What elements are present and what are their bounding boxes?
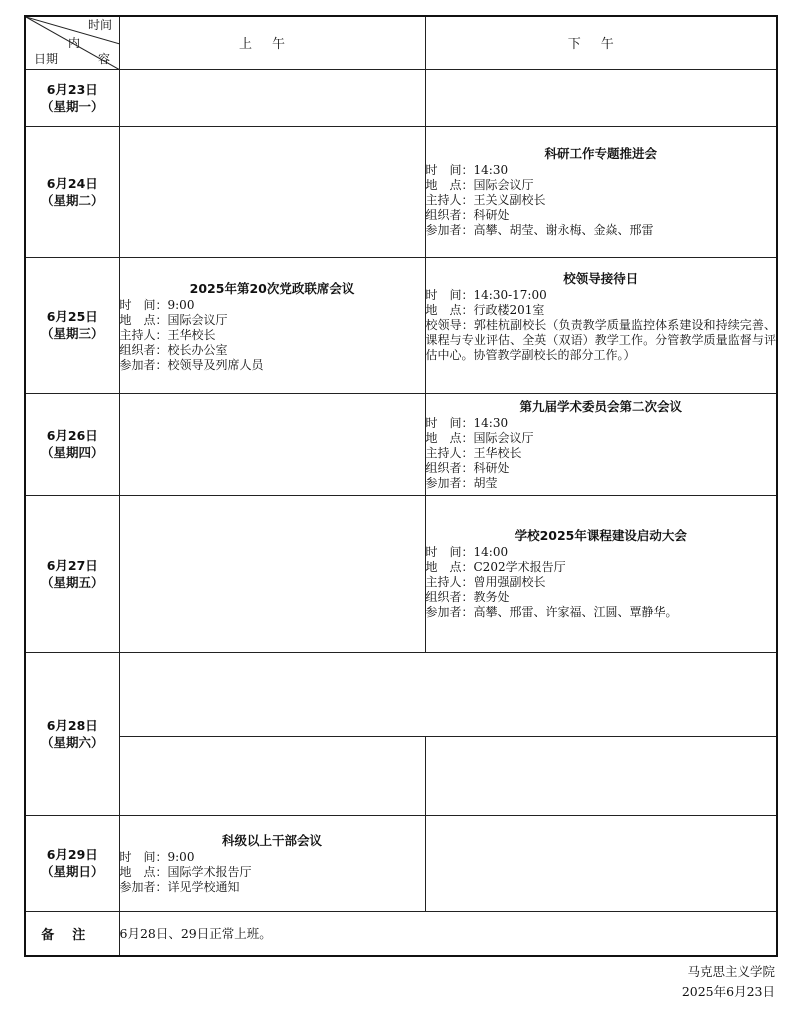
sat-pm-cell [425, 736, 777, 815]
event-title: 第九届学术委员会第二次会议 [519, 398, 682, 414]
corner-time-label: 时间 [88, 18, 113, 32]
remarks-label: 备注 [25, 911, 119, 956]
event-time: 时 间：14:30-17:00 [425, 287, 547, 302]
event-time: 时 间：14:30 [425, 415, 509, 430]
event-host: 主持人：王关义副校长 [425, 193, 546, 207]
weekday-label: （星期一） [40, 98, 104, 114]
morning-header: 上午 [119, 16, 425, 69]
date-label: 6月25日 [46, 309, 98, 324]
event-host: 主持人：王华校长 [119, 327, 216, 342]
event-participants: 参加者：高攀、胡莹、谢永梅、金焱、邢雷 [425, 223, 654, 237]
event-title: 2025年第20次党政联席会议 [189, 280, 355, 296]
date-cell-fri [25, 495, 119, 652]
event-location: 地 点：行政楼201室 [425, 302, 545, 317]
event-time: 时 间：9:00 [119, 849, 195, 864]
event-time: 时 间：14:00 [425, 545, 509, 559]
event-time: 时 间：9:00 [119, 297, 195, 312]
event-organizer: 组织者：科研处 [425, 208, 510, 222]
event-participants: 参加者：校领导及列席人员 [119, 357, 264, 372]
date-cell-mon [25, 69, 119, 126]
sun-pm-cell [425, 815, 777, 911]
sat-am-cell [119, 736, 425, 815]
corner-content-label-2: 容 [98, 52, 111, 66]
event-location: 地 点：国际会议厅 [119, 312, 228, 327]
event-location: 地 点：国际学术报告厅 [119, 864, 252, 879]
event-organizer: 组织者：校长办公室 [119, 342, 228, 357]
event-title: 科研工作专题推进会 [544, 146, 657, 161]
remarks-row [25, 911, 777, 956]
weekday-label: （星期三） [40, 326, 104, 341]
corner-date-label: 日期 [34, 52, 59, 66]
date-cell-thu [25, 393, 119, 495]
event-participants: 参加者：胡莹 [425, 475, 498, 490]
wed-am-event [119, 257, 425, 393]
thu-am-cell [119, 393, 425, 495]
remarks-text: 6月28日、29日正常上班。 [119, 911, 777, 956]
event-participants: 参加者：详见学校通知 [119, 879, 240, 894]
event-title: 科级以上干部会议 [221, 832, 322, 848]
weekday-label: （星期日） [40, 864, 104, 879]
mon-pm-cell [425, 69, 777, 126]
event-organizer: 组织者：教务处 [425, 590, 510, 604]
sat-full-cell [119, 652, 777, 736]
event-participants: 参加者：高攀、邢雷、许家福、江圆、覃静华。 [425, 605, 678, 619]
fri-am-cell [119, 495, 425, 652]
date-cell-sat [25, 652, 119, 815]
day-row-fri [25, 495, 777, 652]
day-row-wed [25, 257, 777, 393]
weekly-schedule-table [24, 15, 778, 957]
event-host: 主持人：王华校长 [425, 445, 522, 460]
weekday-label: （星期二） [40, 192, 104, 208]
footer-org: 马克思主义学院 [687, 964, 775, 979]
corner-cell [25, 16, 119, 69]
date-label: 6月26日 [46, 428, 98, 443]
day-row-sat-bottom [25, 736, 777, 815]
header-row [25, 16, 777, 69]
sun-am-event [119, 815, 425, 911]
day-row-sun [25, 815, 777, 911]
event-leader-duties: 校领导：郭桂杭副校长（负责教学质量监控体系建设和持续完善、课程与专业评估、全英（双语）教学工作。分管教学质量监督与评估中心。协管教学副校长的部分工作。） [425, 317, 776, 362]
date-label: 6月28日 [46, 717, 98, 733]
event-location: 地 点：国际会议厅 [425, 430, 534, 445]
afternoon-header: 下午 [425, 16, 777, 69]
fri-pm-event [425, 495, 777, 652]
date-cell-sun [25, 815, 119, 911]
event-host: 主持人：曾用强副校长 [425, 575, 546, 589]
date-label: 6月27日 [46, 557, 98, 573]
tue-pm-event [425, 126, 777, 257]
footer-date: 2025年6月23日 [681, 984, 775, 999]
weekday-label: （星期六） [40, 734, 104, 750]
event-time: 时 间：14:30 [425, 163, 509, 177]
event-title: 学校2025年课程建设启动大会 [514, 528, 687, 543]
date-cell-tue [25, 126, 119, 257]
date-label: 6月29日 [46, 847, 98, 862]
date-label: 6月23日 [46, 81, 98, 97]
corner-content-label-1: 内 [68, 36, 81, 50]
day-row-mon [25, 69, 777, 126]
day-row-sat-top [25, 652, 777, 736]
date-cell-wed [25, 257, 119, 393]
day-row-thu [25, 393, 777, 495]
thu-pm-event [425, 393, 777, 495]
weekday-label: （星期四） [40, 445, 104, 460]
day-row-tue [25, 126, 777, 257]
weekday-label: （星期五） [40, 574, 104, 590]
mon-am-cell [119, 69, 425, 126]
tue-am-cell [119, 126, 425, 257]
wed-pm-event [425, 257, 777, 393]
event-location: 地 点：C202学术报告厅 [425, 560, 566, 574]
event-title: 校领导接待日 [563, 270, 639, 286]
event-location: 地 点：国际会议厅 [425, 178, 534, 192]
date-label: 6月24日 [46, 175, 98, 191]
event-organizer: 组织者：科研处 [425, 460, 510, 475]
